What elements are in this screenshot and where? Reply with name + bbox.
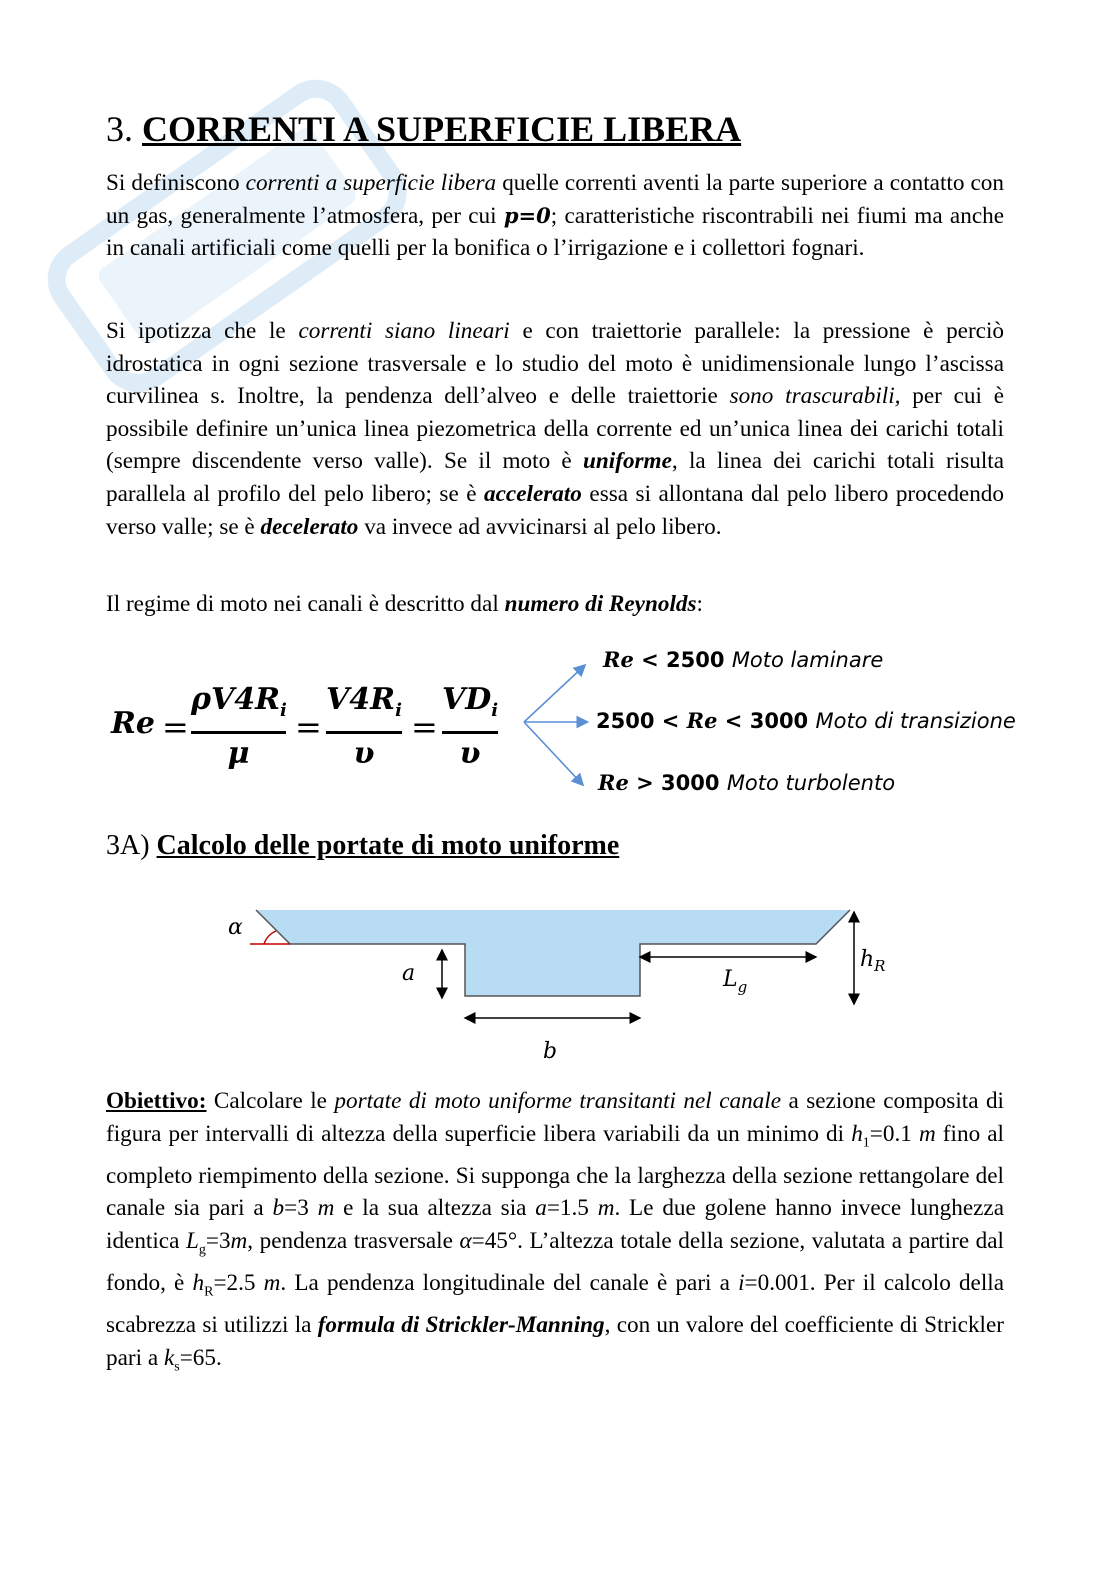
page-title (106, 108, 741, 150)
heading-title: CORRENTI A SUPERFICIE LIBERA (142, 109, 742, 149)
fraction-3: $VD_i$ υ (442, 682, 499, 771)
section-title: 3A) Calcolo delle portate di moto uniforme (106, 830, 620, 861)
channel-section-diagram (220, 898, 900, 1068)
reynolds-equation (106, 680, 526, 780)
regime-laminar: Re < 2500 Moto laminare (603, 647, 884, 672)
regime-turbulent: Re > 3000 Moto turbolento (598, 770, 896, 795)
label-a: a (402, 961, 416, 986)
paragraph-reynolds: Il regime di moto nei canali è descritto dal numero di Reynolds: (106, 591, 703, 617)
arrow-up (524, 666, 584, 722)
water-fill (256, 910, 850, 996)
paragraph-hypothesis: Si ipotizza che le correnti siano lineari e con traiettorie parallele: la pressione è perciò idrostatica in ogni sezione trasversale e lo studio del moto è unidimensionale lungo l’ascissa curvilinea s. Inoltre, la pendenza dell’alveo e delle traiettorie sono trascurabili, per cui è possibile definire un’unica linea piezometrica della corrente ed un’unica linea dei carichi totali (sempre discendente verso valle). Se il moto è uniforme, la linea dei carichi totali risulta parallela al profilo del pelo libero; se è accelerato essa si allontana dal pelo libero procedendo verso valle; se è decelerato va invece ad avvicinarsi al pelo libero. (106, 318, 1005, 540)
equals-sign: = (295, 708, 322, 746)
equals-sign: = (162, 708, 189, 746)
paragraph-objective: Obiettivo: Calcolare le portate di moto uniforme transitanti nel canale a sezione composita di figura per intervalli di altezza della superficie libera variabili da un minimo di $h_1=0.1$ m fino al completo riempimento della sezione. Si supponga che la larghezza della sezione rettangolare del canale sia pari a b=3 m e la sua altezza sia a=1.5 m. Le due golene hanno invece lunghezza identica $L_g=3m$, pendenza trasversale α=45°. L’altezza totale della sezione, valutata a partire dal fondo, è $h_R=2.5$ m. La pendenza longitudinale del canale è pari a i=0.001. Per il calcolo della scabrezza si utilizzi la formula di Strickler-Manning, con un valore del coefficiente di Strickler pari a $k_s=65$. (106, 1088, 1005, 1375)
heading-number: 3. (106, 109, 133, 149)
paragraph-definition: Si definiscono correnti a superficie libera quelle correnti aventi la parte superiore a contatto con un gas, generalmente l’atmosfera, per cui p=0; caratteristiche riscontrabili nei fiumi ma anche in canali artificiali come quelli per la bonifica o l’irrigazione e i collettori fognari. (106, 170, 1004, 262)
label-b: b (543, 1039, 558, 1064)
regime-transition: 2500 < Re < 3000 Moto di transizione (596, 708, 1016, 733)
equation-lhs: Re (111, 706, 156, 741)
label-alpha: α (228, 915, 243, 940)
label-hr: $h_R$ (860, 947, 886, 975)
angle-arc (264, 931, 276, 944)
equals-sign: = (411, 708, 438, 746)
label-lg: $L_g$ (723, 967, 748, 996)
fraction-1: $\rho V4R_i$ μ (191, 682, 287, 771)
fraction-2: $V4R_i$ υ (326, 682, 402, 771)
arrow-down (524, 722, 582, 784)
